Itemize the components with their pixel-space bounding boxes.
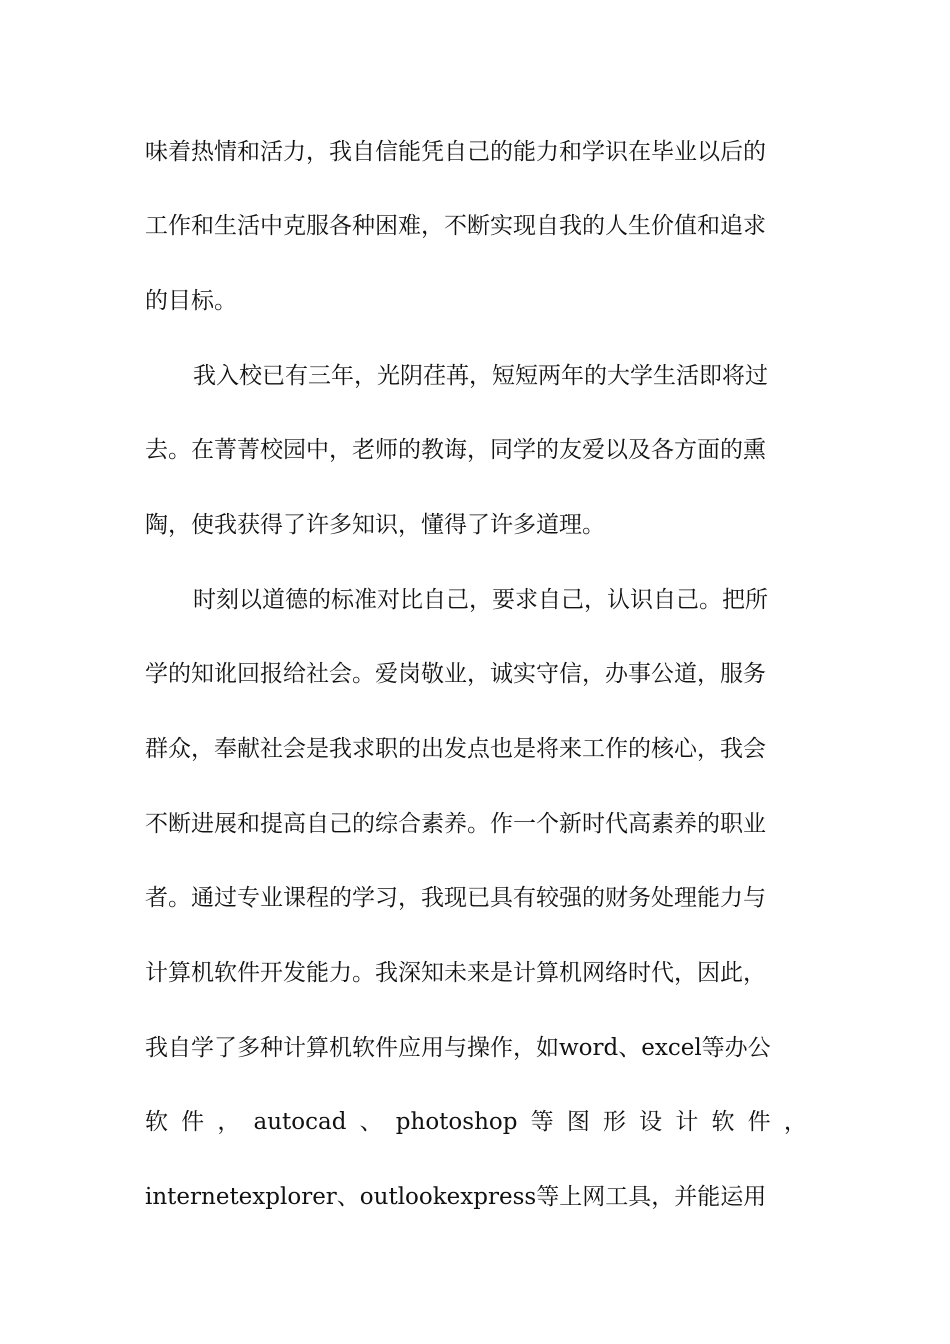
spread-word: 计 xyxy=(675,1109,699,1135)
text-line-4: 我入校已有三年，光阴荏苒，短短两年的大学生活即将过 xyxy=(193,363,768,389)
spread-word: 形 xyxy=(602,1109,626,1135)
spread-word: 软 xyxy=(145,1109,168,1135)
text-line-2: 工作和生活中克服各种困难，不断实现自我的人生价值和追求 xyxy=(145,213,766,239)
text-line-9: 群众，奉献社会是我求职的出发点也是将来工作的核心，我会 xyxy=(145,736,766,762)
text-line-14-spread xyxy=(145,1102,807,1142)
spread-word: ， xyxy=(217,1109,241,1135)
text-line-5: 去。在菁菁校园中，老师的教诲，同学的友爱以及各方面的熏 xyxy=(145,437,766,463)
spread-word: ， xyxy=(783,1109,807,1135)
text-line-15: internetexplorer、outlookexpress等上网工具，并能运用 xyxy=(145,1184,767,1210)
text-line-6: 陶，使我获得了许多知识，懂得了许多道理。 xyxy=(145,512,605,538)
text-line-1: 味着热情和活力，我自信能凭自己的能力和学识在毕业以后的 xyxy=(145,139,766,165)
text-line-8: 学的知讹回报给社会。爱岗敬业，诚实守信，办事公道，服务 xyxy=(145,661,766,687)
spread-word: 件 xyxy=(181,1109,205,1135)
spread-word: photoshop xyxy=(395,1109,518,1135)
text-line-3: 的目标。 xyxy=(145,288,237,314)
text-line-12: 计算机软件开发能力。我深知未来是计算机网络时代，因此， xyxy=(145,960,766,986)
text-line-13: 我自学了多种计算机软件应用与操作，如word、excel等办公 xyxy=(145,1035,771,1061)
spread-word: autocad xyxy=(253,1109,347,1135)
text-line-7: 时刻以道德的标准对比自己，要求自己，认识自己。把所 xyxy=(193,587,768,613)
spread-word: 件 xyxy=(747,1109,771,1135)
text-line-10: 不断进展和提高自己的综合素养。作一个新时代高素养的职业 xyxy=(145,811,766,837)
spread-word: 图 xyxy=(566,1109,590,1135)
text-line-11: 者。通过专业课程的学习，我现已具有较强的财务处理能力与 xyxy=(145,885,766,911)
spread-word: 、 xyxy=(359,1109,383,1135)
spread-word: 软 xyxy=(711,1109,735,1135)
spread-word: 等 xyxy=(530,1109,554,1135)
spread-word: 设 xyxy=(639,1109,663,1135)
